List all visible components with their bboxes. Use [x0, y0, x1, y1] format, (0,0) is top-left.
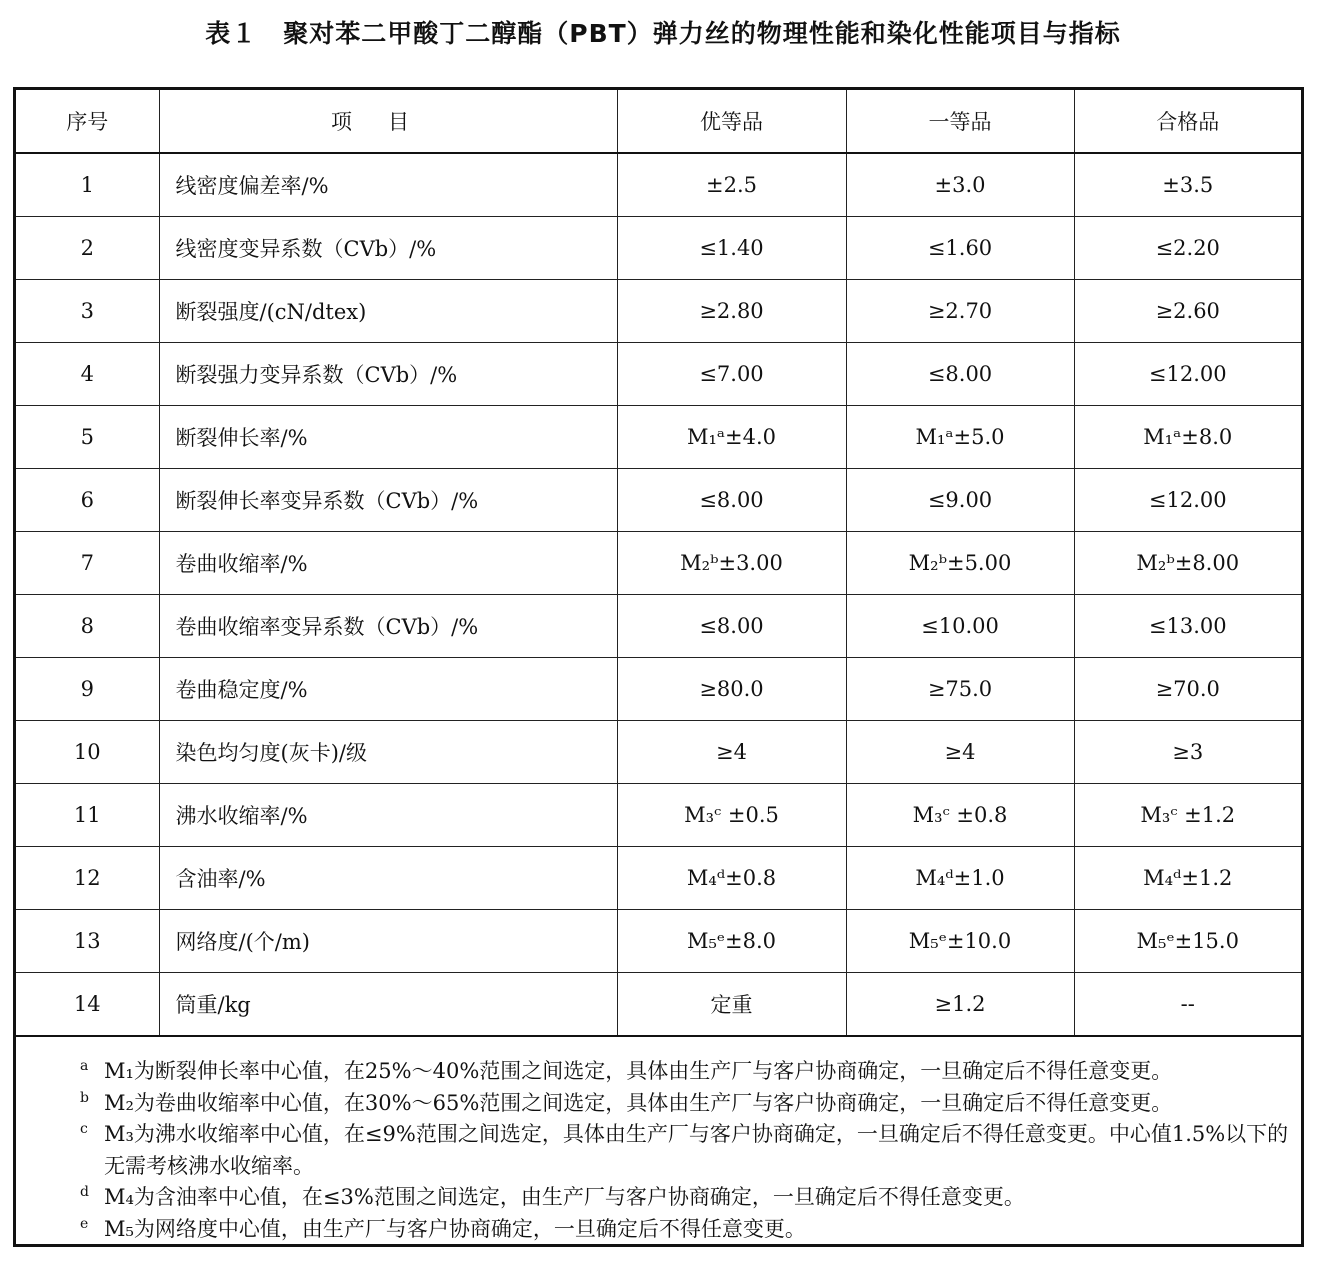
footnote: [80, 1182, 1295, 1214]
row-first-cell: ≤9.00: [846, 469, 1074, 532]
row-index-cell: 11: [16, 784, 159, 847]
header-grade-first: 一等品: [846, 90, 1074, 153]
row-first-cell: M₁ᵃ±5.0: [846, 406, 1074, 469]
row-item-cell: 断裂伸长率/%: [159, 406, 617, 469]
row-first-cell: ≥2.70: [846, 280, 1074, 343]
row-premium-cell: M₄ᵈ±0.8: [617, 847, 846, 910]
row-index-cell: 9: [16, 658, 159, 721]
row-premium-cell: ≤1.40: [617, 217, 846, 280]
row-premium-cell: M₃ᶜ ±0.5: [617, 784, 846, 847]
table-row: [16, 973, 1301, 1037]
table-row: [16, 469, 1301, 532]
row-qualified-cell: M₅ᵉ±15.0: [1074, 910, 1301, 973]
row-qualified-cell: M₁ᵃ±8.0: [1074, 406, 1301, 469]
row-first-cell: ≥75.0: [846, 658, 1074, 721]
header-index: 序号: [16, 90, 159, 153]
footnote-text: M₂为卷曲收缩率中心值，在30%～65%范围之间选定，具体由生产厂与客户协商确定，一旦确定后不得任意变更。: [104, 1090, 1173, 1115]
table-row: [16, 658, 1301, 721]
row-qualified-cell: M₄ᵈ±1.2: [1074, 847, 1301, 910]
header-grade-qualified: 合格品: [1074, 90, 1301, 153]
footnote-text: M₃为沸水收缩率中心值，在≤9%范围之间选定，具体由生产厂与客户协商确定，一旦确定后不得任意变更。中心值1.5%以下的无需考核沸水收缩率。: [104, 1122, 1289, 1178]
row-first-cell: M₄ᵈ±1.0: [846, 847, 1074, 910]
footnote-mark: a: [80, 1058, 89, 1074]
footnote-text: M₄为含油率中心值，在≤3%范围之间选定，由生产厂与客户协商确定，一旦确定后不得任意变更。: [104, 1185, 1025, 1209]
footnote-mark: b: [80, 1089, 89, 1106]
footnote-text: M₁为断裂伸长率中心值，在25%～40%范围之间选定，具体由生产厂与客户协商确定，一旦确定后不得任意变更。: [104, 1059, 1173, 1083]
row-index-cell: 2: [16, 217, 159, 280]
row-index-cell: 5: [16, 406, 159, 469]
row-qualified-cell: ≥2.60: [1074, 280, 1301, 343]
row-premium-cell: 定重: [617, 973, 846, 1037]
row-qualified-cell: --: [1074, 973, 1301, 1037]
table-title: 表１ 聚对苯二甲酸丁二醇酯（PBT）弹力丝的物理性能和染化性能项目与指标: [205, 19, 1121, 48]
row-premium-cell: ≤8.00: [617, 595, 846, 658]
footnote-text: M₅为网络度中心值，由生产厂与客户协商确定，一旦确定后不得任意变更。: [104, 1216, 806, 1241]
row-premium-cell: ±2.5: [617, 153, 846, 217]
row-first-cell: ±3.0: [846, 153, 1074, 217]
footnote: [80, 1119, 1295, 1182]
row-index-cell: 3: [16, 280, 159, 343]
header-grade-premium: 优等品: [617, 90, 846, 153]
row-index-cell: 1: [16, 153, 159, 217]
footnote: [80, 1214, 1295, 1246]
table-body: [16, 153, 1301, 1036]
table-header-row: [16, 90, 1301, 153]
table-row: [16, 847, 1301, 910]
row-premium-cell: ≤7.00: [617, 343, 846, 406]
row-index-cell: 12: [16, 847, 159, 910]
row-item-cell: 网络度/(个/m): [159, 910, 617, 973]
row-item-cell: 断裂强度/(cN/dtex): [159, 280, 617, 343]
table-row: [16, 406, 1301, 469]
table-row: [16, 217, 1301, 280]
row-premium-cell: ≥80.0: [617, 658, 846, 721]
row-index-cell: 4: [16, 343, 159, 406]
row-item-cell: 染色均匀度(灰卡)/级: [159, 721, 617, 784]
row-index-cell: 10: [16, 721, 159, 784]
header-item: 项目: [159, 90, 617, 153]
footnote-mark: c: [80, 1121, 88, 1137]
table-row: [16, 343, 1301, 406]
table-row: [16, 153, 1301, 217]
row-first-cell: M₅ᵉ±10.0: [846, 910, 1074, 973]
table-row: [16, 595, 1301, 658]
row-qualified-cell: ≤12.00: [1074, 343, 1301, 406]
row-index-cell: 6: [16, 469, 159, 532]
row-premium-cell: ≤8.00: [617, 469, 846, 532]
footnote: [80, 1056, 1295, 1088]
row-premium-cell: ≥2.80: [617, 280, 846, 343]
table-row: [16, 784, 1301, 847]
row-qualified-cell: M₃ᶜ ±1.2: [1074, 784, 1301, 847]
row-index-cell: 13: [16, 910, 159, 973]
row-first-cell: ≥1.2: [846, 973, 1074, 1037]
row-index-cell: 7: [16, 532, 159, 595]
spec-table: [16, 90, 1301, 1037]
row-qualified-cell: M₂ᵇ±8.00: [1074, 532, 1301, 595]
table-row: [16, 910, 1301, 973]
row-item-cell: 沸水收缩率/%: [159, 784, 617, 847]
row-qualified-cell: ≤12.00: [1074, 469, 1301, 532]
row-premium-cell: M₅ᵉ±8.0: [617, 910, 846, 973]
row-qualified-cell: ≤13.00: [1074, 595, 1301, 658]
row-item-cell: 筒重/kg: [159, 973, 617, 1037]
table-row: [16, 721, 1301, 784]
row-first-cell: ≤10.00: [846, 595, 1074, 658]
footnotes: [80, 1056, 1295, 1245]
row-item-cell: 线密度偏差率/%: [159, 153, 617, 217]
row-index-cell: 14: [16, 973, 159, 1037]
row-premium-cell: M₁ᵃ±4.0: [617, 406, 846, 469]
row-qualified-cell: ≥70.0: [1074, 658, 1301, 721]
footnote: [80, 1088, 1295, 1120]
row-premium-cell: M₂ᵇ±3.00: [617, 532, 846, 595]
row-item-cell: 线密度变异系数（CVb）/%: [159, 217, 617, 280]
table-row: [16, 280, 1301, 343]
row-first-cell: M₂ᵇ±5.00: [846, 532, 1074, 595]
row-first-cell: ≥4: [846, 721, 1074, 784]
footnote-mark: e: [80, 1215, 89, 1232]
row-item-cell: 卷曲收缩率/%: [159, 532, 617, 595]
footnote-mark: d: [80, 1184, 89, 1200]
row-first-cell: ≤1.60: [846, 217, 1074, 280]
row-qualified-cell: ≤2.20: [1074, 217, 1301, 280]
row-item-cell: 卷曲稳定度/%: [159, 658, 617, 721]
row-item-cell: 断裂强力变异系数（CVb）/%: [159, 343, 617, 406]
row-first-cell: M₃ᶜ ±0.8: [846, 784, 1074, 847]
table-row: [16, 532, 1301, 595]
row-item-cell: 断裂伸长率变异系数（CVb）/%: [159, 469, 617, 532]
row-premium-cell: ≥4: [617, 721, 846, 784]
row-qualified-cell: ±3.5: [1074, 153, 1301, 217]
row-qualified-cell: ≥3: [1074, 721, 1301, 784]
row-first-cell: ≤8.00: [846, 343, 1074, 406]
row-index-cell: 8: [16, 595, 159, 658]
row-item-cell: 含油率/%: [159, 847, 617, 910]
row-item-cell: 卷曲收缩率变异系数（CVb）/%: [159, 595, 617, 658]
